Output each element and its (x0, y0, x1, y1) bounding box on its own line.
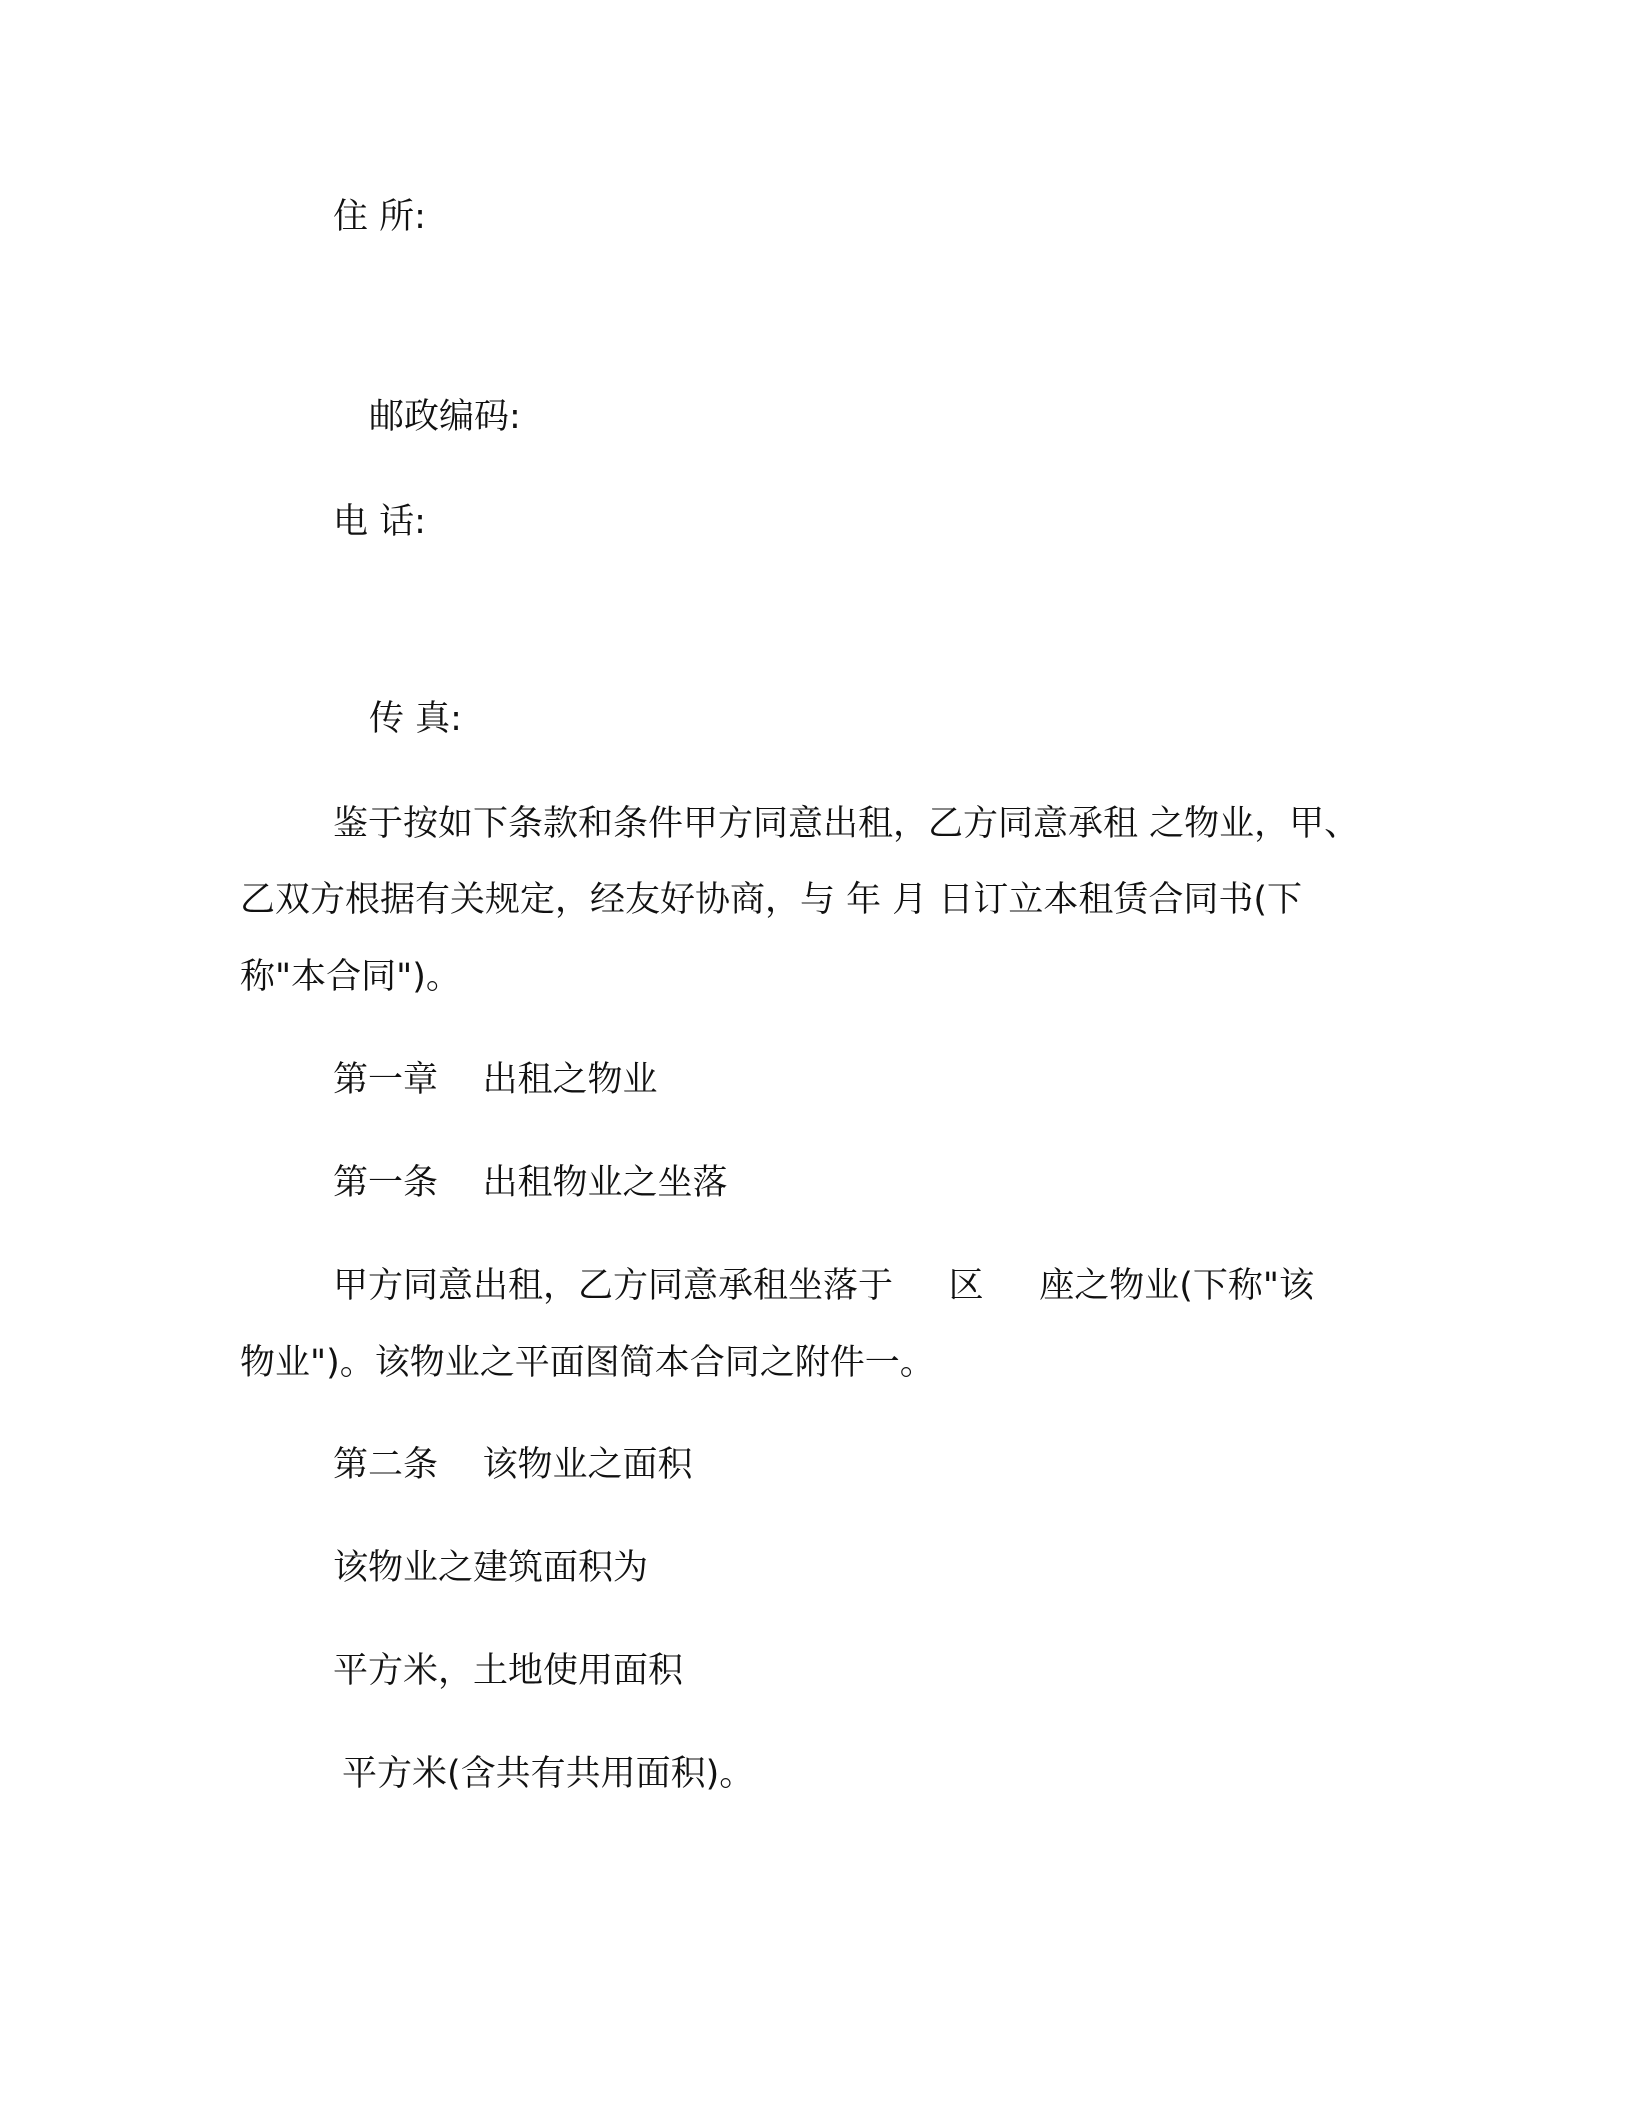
address-label: 住 所: (333, 197, 426, 237)
postal-code-label: 邮政编码: (369, 397, 521, 437)
article-2-line-3: 平方米(含共有共用面积)。 (342, 1754, 755, 1794)
chapter-1-heading: 第一章 出租之物业 (333, 1060, 658, 1100)
article-2-line-2: 平方米，土地使用面积 (333, 1651, 684, 1691)
phone-label: 电 话: (333, 502, 426, 542)
paragraph-intro-line-3: 称"本合同")。 (240, 957, 461, 997)
article-1-line-2: 物业")。该物业之平面图简本合同之附件一。 (240, 1343, 935, 1383)
article-2-line-1: 该物业之建筑面积为 (333, 1548, 649, 1588)
article-1-line-1: 甲方同意出租，乙方同意承租坐落于 区 座之物业(下称"该 (333, 1266, 1315, 1306)
article-1-heading: 第一条 出租物业之坐落 (333, 1163, 728, 1203)
fax-label: 传 真: (369, 699, 462, 739)
paragraph-intro-line-1: 鉴于按如下条款和条件甲方同意出租，乙方同意承租 之物业，甲、 (333, 804, 1360, 844)
paragraph-intro-line-2: 乙双方根据有关规定，经友好协商，与 年 月 日订立本租赁合同书(下 (240, 880, 1303, 920)
article-2-heading: 第二条 该物业之面积 (333, 1445, 693, 1485)
